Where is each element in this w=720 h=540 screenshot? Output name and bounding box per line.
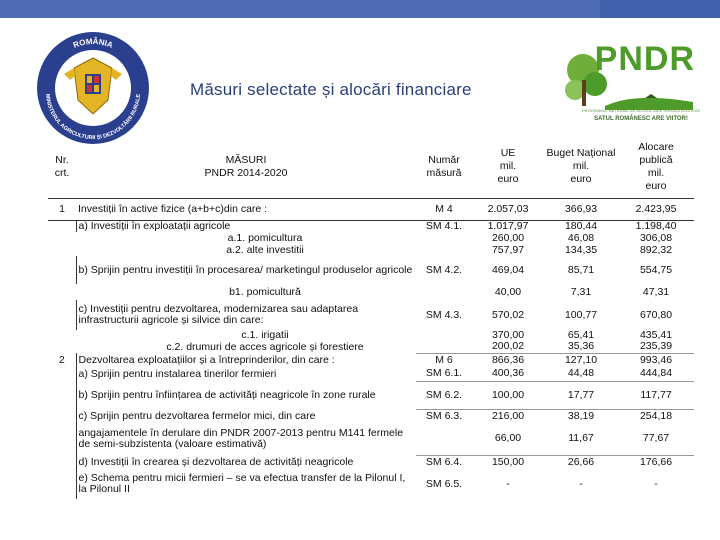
row-measure-text: c.1. irigatii <box>241 329 289 341</box>
header-nr: Nr. crt. <box>54 153 70 179</box>
row-measure-text: a.2. alte investitii <box>226 243 304 256</box>
row-measure-code <box>416 423 472 455</box>
row-measure-text: a.1. pomicultura <box>227 231 303 244</box>
row-nr <box>48 341 76 353</box>
header-numar: Număr măsură <box>426 153 462 179</box>
crest-top-text: ROMÂNIA <box>71 36 115 50</box>
measures-table <box>48 136 694 499</box>
row-nr <box>48 256 76 284</box>
row-nr <box>48 381 76 409</box>
row-buget-national-value: 366,93 <box>544 198 618 220</box>
row-measure-text: a) Sprijin pentru instalarea tinerilor fermieri <box>76 367 416 381</box>
row-alocare-value: 892,32 <box>639 243 673 256</box>
row-alocare-value: 235,39 <box>639 340 673 353</box>
crest-ring-text: MINISTERUL AGRICULTURII ȘI DEZVOLTĂRII RURALE <box>43 93 142 142</box>
row-measure-text: c) Investiții pentru dezvoltarea, modernizarea sau adaptarea infrastructurii agricole și silvice din care: <box>76 300 416 330</box>
row-measure-code <box>416 341 472 353</box>
row-measure-code: SM 4.1. <box>425 219 463 232</box>
row-measure-code: SM 4.3. <box>425 308 463 321</box>
row-nr <box>48 232 76 244</box>
row-alocare-value: 117,77 <box>618 381 694 409</box>
row-ue-value: 370,00 <box>491 329 525 341</box>
pndr-tagline: SATUL ROMÂNESC ARE VIITOR! <box>594 116 688 122</box>
row-measure-code <box>416 284 472 300</box>
table-body <box>48 198 694 499</box>
row-buget-national-value: 46,08 <box>567 231 595 244</box>
row-alocare-value: 435,41 <box>639 329 673 341</box>
table-row <box>48 256 694 284</box>
table-row <box>48 284 694 300</box>
row-measure-code <box>416 330 472 341</box>
row-alocare-value: 993,46 <box>618 353 694 367</box>
row-nr <box>48 469 76 499</box>
row-measure-code: SM 6.4. <box>416 455 472 469</box>
row-ue-value: 1.017,97 <box>487 219 529 232</box>
row-nr <box>48 409 76 423</box>
row-ue-value: 40,00 <box>494 285 522 298</box>
row-measure-code: SM 6.1. <box>425 367 463 380</box>
row-measure-code <box>416 244 472 256</box>
row-alocare-value: 176,66 <box>618 455 694 469</box>
row-alocare-value: 1.198,40 <box>635 219 677 232</box>
row-measure-text: b) Sprijin pentru înființarea de activități neagricole în zone rurale <box>76 381 416 409</box>
row-nr <box>48 300 76 330</box>
row-ue-value: 150,00 <box>472 455 544 469</box>
row-measure-text: c.2. drumuri de acces agricole și forestiere <box>166 340 364 353</box>
row-measure-text: Dezvoltarea exploatațiilor și a întreprinderilor, din care : <box>76 353 416 367</box>
row-ue-value: 100,00 <box>472 381 544 409</box>
row-alocare-value: 554,75 <box>639 263 673 276</box>
row-ue-value: 2.057,03 <box>472 198 544 220</box>
table-row <box>48 409 694 423</box>
table-row <box>48 469 694 499</box>
row-buget-national-value: - <box>579 477 583 490</box>
row-buget-national-value: 85,71 <box>567 263 595 276</box>
row-ue-value: 400,36 <box>491 367 525 380</box>
row-measure-text: c) Sprijin pentru dezvoltarea fermelor mici, din care <box>76 409 416 423</box>
top-banner-accent <box>600 0 720 18</box>
table-row <box>48 220 694 232</box>
pndr-logo <box>565 40 701 130</box>
row-nr <box>48 244 76 256</box>
table-row <box>48 341 694 353</box>
row-nr: 2 <box>58 353 65 366</box>
row-measure-code: SM 4.2. <box>425 263 463 276</box>
table-row <box>48 300 694 330</box>
table-row <box>48 330 694 341</box>
row-measure-text: e) Schema pentru micii fermieri – se va efectua transfer de la Pilonul I, la Pilonul II <box>76 469 416 499</box>
table-row <box>48 381 694 409</box>
row-nr: 1 <box>48 198 76 220</box>
table-row <box>48 423 694 455</box>
row-ue-value: 757,97 <box>491 243 525 256</box>
row-measure-code: M 4 <box>416 198 472 220</box>
row-measure-code: M 6 <box>416 353 472 367</box>
pndr-program-text: PROGRAMUL NAȚIONAL DE DEZVOLTARE RURALĂ 2014-2020 <box>581 108 701 113</box>
row-ue-value: 469,04 <box>491 263 525 276</box>
header-ue: UE mil. euro <box>497 147 519 186</box>
page-title: Măsuri selectate și alocări financiare <box>190 80 472 99</box>
header-alocare: Alocare publică mil. euro <box>638 140 674 192</box>
row-nr <box>48 284 76 300</box>
header-masuri: MĂSURI PNDR 2014-2020 <box>204 153 288 179</box>
row-alocare-value: 444,84 <box>639 367 673 380</box>
header-buget-national: Buget Național mil. euro <box>546 147 616 186</box>
row-ue-value: 866,36 <box>472 353 544 367</box>
row-measure-text: angajamentele în derulare din PNDR 2007-2013 pentru M141 fermele de semi-subzistenta (valoare estimativă) <box>76 423 416 455</box>
row-measure-text: d) Investiții în crearea și dezvoltarea de activități neagricole <box>76 455 416 469</box>
row-ue-value: - <box>506 477 510 490</box>
row-nr <box>48 423 76 455</box>
row-measure-code <box>416 232 472 244</box>
row-buget-national-value: 11,67 <box>568 432 594 445</box>
row-buget-national-value: 127,10 <box>544 353 618 367</box>
row-buget-national-value: 26,66 <box>544 455 618 469</box>
row-measure-text: a) Investiții în exploatații agricole <box>76 220 416 232</box>
row-buget-national-value: 65,41 <box>567 329 595 341</box>
row-buget-national-value: 44,48 <box>567 367 595 380</box>
row-buget-national-value: 100,77 <box>564 308 598 321</box>
pndr-logo-text: PNDR <box>594 40 695 78</box>
row-buget-national-value: 7,31 <box>570 285 592 298</box>
row-measure-code: SM 6.2. <box>416 381 472 409</box>
row-measure-code: SM 6.3. <box>416 409 472 423</box>
row-measure-code: SM 6.5. <box>425 477 463 490</box>
table-row <box>48 353 694 367</box>
row-alocare-value: 670,80 <box>639 308 673 321</box>
row-measure-text: Investiții în active fizice (a+b+c)din care : <box>76 198 416 220</box>
row-ue-value: 200,02 <box>491 340 525 353</box>
row-nr <box>48 455 76 469</box>
row-alocare-value: 77,67 <box>642 432 670 445</box>
table-row <box>48 367 694 381</box>
row-ue-value: 66,00 <box>494 432 522 445</box>
row-measure-text: b) Sprijin pentru investiții în procesarea/ marketingul produselor agricole <box>76 256 416 284</box>
row-ue-value: 216,00 <box>472 409 544 423</box>
row-ue-value: 570,02 <box>491 308 525 321</box>
row-alocare-value: 47,31 <box>642 285 670 298</box>
row-nr <box>48 367 76 381</box>
row-buget-national-value: 35,36 <box>567 340 595 353</box>
row-buget-national-value: 17,77 <box>544 381 618 409</box>
ministry-crest-logo <box>34 28 152 148</box>
table-row <box>48 198 694 220</box>
row-buget-national-value: 38,19 <box>544 409 618 423</box>
table-row <box>48 232 694 244</box>
row-buget-national-value: 134,35 <box>564 243 598 256</box>
row-alocare-value: 2.423,95 <box>618 198 694 220</box>
row-measure-text: b1. pomicultură <box>229 285 301 298</box>
row-nr <box>48 220 76 232</box>
row-ue-value: 260,00 <box>491 231 525 244</box>
row-alocare-value: 254,18 <box>618 409 694 423</box>
row-buget-national-value: 180,44 <box>564 219 598 232</box>
table-row <box>48 455 694 469</box>
table-row <box>48 244 694 256</box>
row-alocare-value: 306,08 <box>639 231 673 244</box>
table-header-row <box>48 136 694 198</box>
top-banner <box>0 0 720 18</box>
row-alocare-value: - <box>654 477 658 490</box>
row-nr <box>48 330 76 341</box>
